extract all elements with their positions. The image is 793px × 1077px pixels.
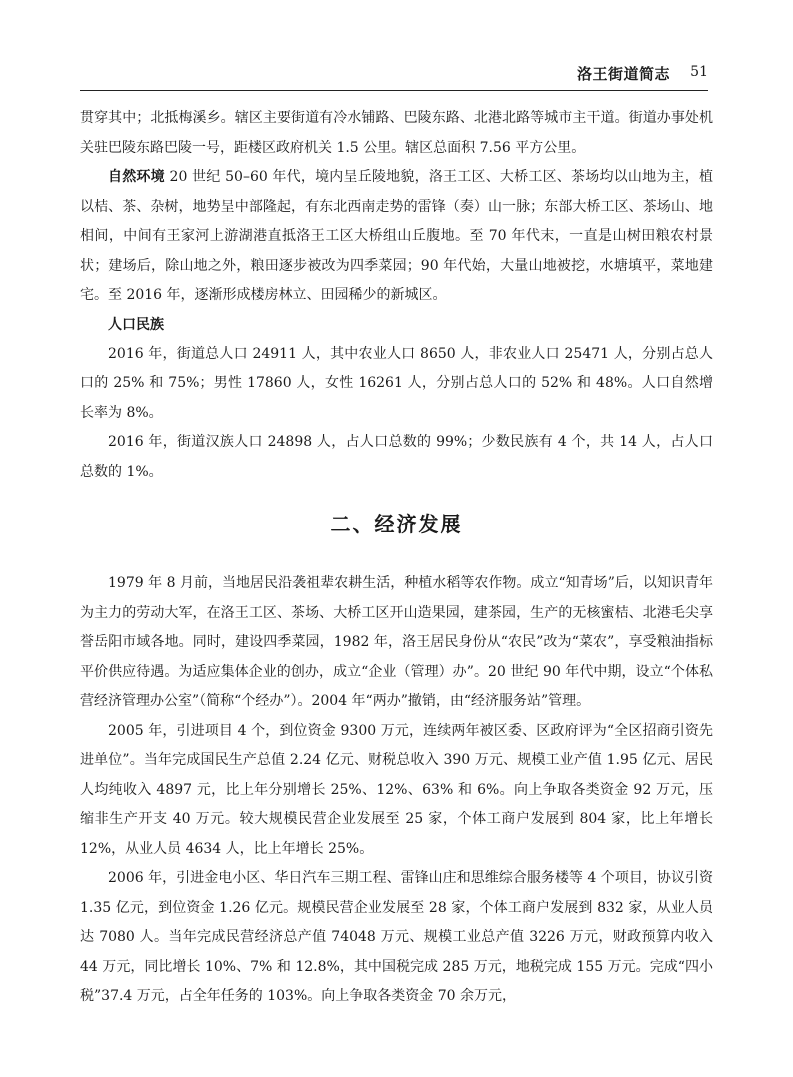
paragraph-economy-3: 2006 年，引进金电小区、华日汽车三期工程、雷锋山庄和思维综合服务楼等 4 个项目，协议引资 1.35 亿元，到位资金 1.26 亿元。规模民营企业发展至 28 家，个体工商户发展到 832 家，从业人员达 7080 人。当年完成民营经济总产值 74048 万元、规模工业总产值 3226 万元，财政预算内收入 44 万元，同比增长 10%、7% 和 12.8%，其中国税完成 285 万元，地税完成 155 万元。完成“四小税”37.4 万元，占全年任务的 103%。向上争取各类资金 70 余万元， (80, 870, 713, 1004)
section-title-economy: 二、经济发展 (330, 512, 463, 536)
body-text (80, 104, 713, 1012)
page-number: 51 (690, 64, 708, 80)
book-title: 洛王街道简志 (576, 65, 670, 83)
population-heading: 人口民族 (108, 316, 164, 333)
paragraph-population-2: 2016 年，街道汉族人口 24898 人，占人口总数的 99%；少数民族有 4 个，共 14 人，占人口总数的 1%。 (80, 434, 713, 480)
paragraph-economy-1: 1979 年 8 月前，当地居民沿袭祖辈农耕生活，种植水稻等农作物。成立“知青场”后，以知识青年为主力的劳动大军，在洛王工区、茶场、大桥工区开山造果园，建茶园，生产的无核蜜桔、北港毛尖享誉岳阳市域各地。同时，建设四季菜园，1982 年，洛王居民身份从“农民”改为“菜农”，享受粮油指标平价供应待遇。为适应集体企业的创办，成立“企业（管理）办”。20 世纪 90 年代中期，设立“个体私营经济管理办公室”（简称“个经办”）。2004 年“两办”撤销，由“经济服务站”管理。 (80, 575, 713, 709)
natural-environment-label: 自然环境 (108, 169, 165, 185)
natural-environment-text: 20 世纪 50–60 年代，境内呈丘陵地貌，洛王工区、大桥工区、茶场均以山地为主，植以桔、茶、杂树，地势呈中部隆起，有东北西南走势的雷锋（奏）山一脉；东部大桥工区、茶场山、地相间，中间有王家河上游湖港直抵洛王工区大桥组山丘腹地。至 70 年代末，一直是山树田粮农村景状；建场后，除山地之外，粮田逐步被改为四季菜园；90 年代始，大量山地被挖，水塘填平，菜地建宅。至 2016 年，逐渐形成楼房林立、田园稀少的新城区。 (80, 169, 713, 303)
paragraph-intro: 贯穿其中；北抵梅溪乡。辖区主要街道有冷水铺路、巴陵东路、北港北路等城市主干道。街道办事处机关驻巴陵东路巴陵一号，距楼区政府机关 1.5 公里。辖区总面积 7.56 平方公里。 (80, 110, 713, 156)
running-header (80, 60, 708, 91)
paragraph-natural-environment (80, 163, 713, 311)
paragraph-economy-2: 2005 年，引进项目 4 个，到位资金 9300 万元，连续两年被区委、区政府评为“全区招商引资先进单位”。当年完成国民生产总值 2.24 亿元、财税总收入 390 万元、规模工业产值 1.95 亿元、居民人均纯收入 4897 元，比上年分别增长 25%、12%、63% 和 6%。向上争取各类资金 92 万元，压缩非生产开支 40 万元。较大规模民营企业发展至 25 家，个体工商户发展到 804 家，比上年增长 12%，从业人员 4634 人，比上年增长 25%。 (80, 722, 713, 857)
paragraph-population-1: 2016 年，街道总人口 24911 人，其中农业人口 8650 人，非农业人口 25471 人，分别占总人口的 25% 和 75%；男性 17860 人，女性 16261 人，分别占总人口的 52% 和 48%。人口自然增长率为 8%。 (80, 345, 713, 421)
